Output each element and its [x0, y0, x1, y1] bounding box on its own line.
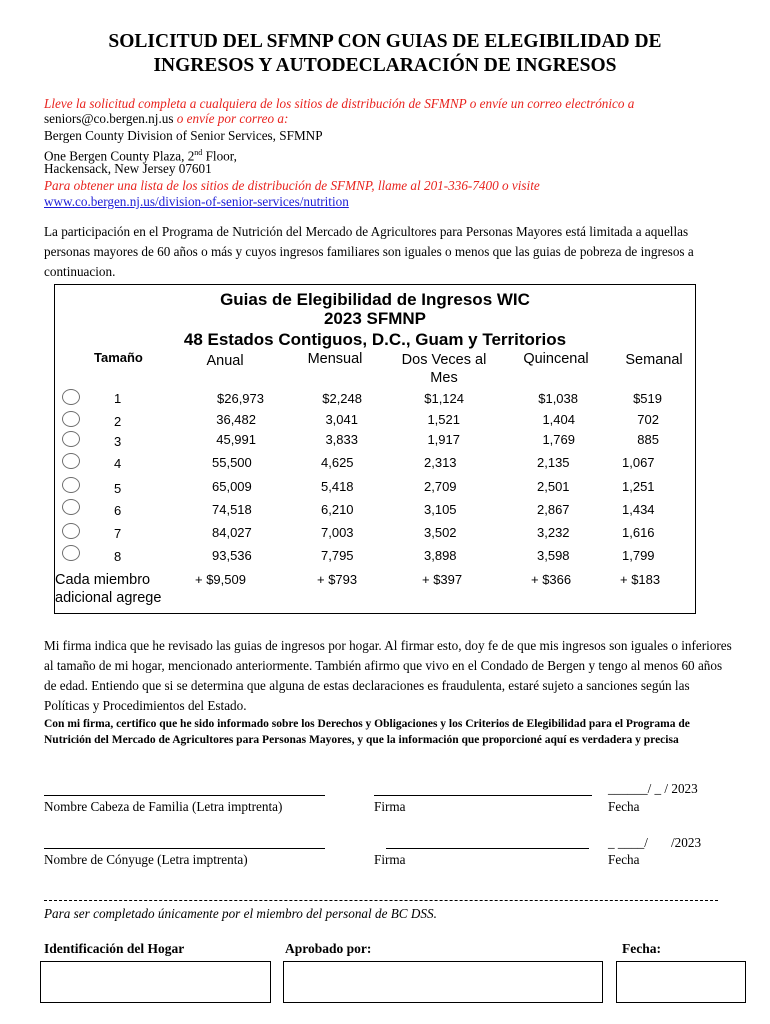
row-5-size: 5 — [114, 481, 122, 496]
row-1-size: 1 — [114, 391, 122, 406]
staff-date-box[interactable] — [616, 961, 746, 1003]
row-7-biweekly: 3,232 — [537, 525, 570, 540]
table-title-2: 2023 SFMNP — [323, 309, 427, 328]
spouse-name-line[interactable] — [44, 848, 325, 849]
row-3-weekly: 885 — [637, 432, 659, 447]
row-7-annual: 84,027 — [212, 525, 252, 540]
row-5-biweekly: 2,501 — [537, 479, 570, 494]
table-title-1: Guias de Elegibilidad de Ingresos WIC — [220, 290, 530, 309]
row-6-biweekly: 2,867 — [537, 502, 570, 517]
org-name: Bergen County Division of Senior Services, SFMNP — [44, 128, 323, 143]
row-8-annual: 93,536 — [212, 548, 252, 563]
header-monthly: Mensual — [307, 351, 363, 367]
row-4-weekly: 1,067 — [622, 455, 655, 470]
row-1-biweekly: $1,038 — [538, 391, 578, 406]
row-5-monthly: 5,418 — [321, 479, 354, 494]
firma-label-1: Firma — [374, 799, 406, 814]
row-3-monthly: 3,833 — [325, 432, 358, 447]
row-8-twice: 3,898 — [424, 548, 457, 563]
row-3-twice: 1,917 — [427, 432, 460, 447]
table-title-3: 48 Estados Contiguos, D.C., Guam y Territorios — [183, 330, 567, 349]
header-twice-line2: Mes — [430, 370, 458, 386]
title-line-1: SOLICITUD DEL SFMNP CON GUIAS DE ELEGIBILIDAD DE — [108, 31, 662, 52]
row-7-twice: 3,502 — [424, 525, 457, 540]
size-2-checkbox[interactable] — [62, 411, 80, 427]
approved-by-label: Aprobado por: — [285, 941, 372, 956]
email-line — [44, 110, 288, 127]
mail-note: o envíe por correo a: — [176, 111, 289, 126]
row-6-monthly: 6,210 — [321, 502, 354, 517]
row-8-size: 8 — [114, 549, 122, 564]
row-7-weekly: 1,616 — [622, 525, 655, 540]
size-7-checkbox[interactable] — [62, 523, 80, 539]
date-field-2[interactable]: _ ____/ /2023 — [608, 835, 702, 850]
row-8-weekly: 1,799 — [622, 548, 655, 563]
row-3-annual: 45,991 — [216, 432, 256, 447]
row-6-annual: 74,518 — [212, 502, 252, 517]
header-biweekly: Quincenal — [523, 351, 589, 367]
header-annual: Anual — [206, 353, 244, 369]
row-3-size: 3 — [114, 434, 122, 449]
address-main: One Bergen County Plaza, 2 — [44, 148, 195, 164]
address-sup: nd — [194, 148, 203, 157]
header-twice-monthly — [389, 351, 499, 387]
address-tail: Floor, — [202, 148, 237, 164]
additional-member-label — [55, 571, 161, 607]
row-5-twice: 2,709 — [424, 479, 457, 494]
submission-instruction: Lleve la solicitud completa a cualquiera de los sitios de distribución de SFMNP o envíe un correo electrónico a — [44, 96, 635, 111]
city-line: Hackensack, New Jersey 07601 — [44, 161, 212, 176]
row-4-monthly: 4,625 — [321, 455, 354, 470]
size-4-checkbox[interactable] — [62, 453, 80, 469]
date-field-1[interactable]: ______/ _ / 2023 — [608, 781, 698, 796]
row-2-biweekly: 1,404 — [542, 412, 575, 427]
size-8-checkbox[interactable] — [62, 545, 80, 561]
email-address[interactable]: seniors@co.bergen.nj.us — [44, 111, 174, 126]
extra-monthly: + $793 — [317, 572, 358, 587]
row-5-annual: 65,009 — [212, 479, 252, 494]
row-1-weekly: $519 — [633, 391, 662, 406]
row-2-twice: 1,521 — [427, 412, 460, 427]
extra-weekly: + $183 — [620, 572, 661, 587]
approved-by-box[interactable] — [283, 961, 603, 1003]
document-title — [40, 30, 730, 78]
row-7-size: 7 — [114, 526, 122, 541]
additional-label-line1: Cada miembro — [55, 572, 151, 588]
sites-list-note: Para obtener una lista de los sitios de distribución de SFMNP, llame al 201-336-7400 o visite — [44, 178, 540, 193]
row-2-size: 2 — [114, 414, 122, 429]
extra-annual: + $9,509 — [195, 572, 246, 587]
row-8-monthly: 7,795 — [321, 548, 354, 563]
row-4-size: 4 — [114, 456, 122, 471]
signature-line-1[interactable] — [374, 795, 592, 796]
row-5-weekly: 1,251 — [622, 479, 655, 494]
row-6-weekly: 1,434 — [622, 502, 655, 517]
household-id-label: Identificación del Hogar — [44, 941, 185, 956]
title-line-2: INGRESOS Y AUTODECLARACIÓN DE INGRESOS — [153, 55, 617, 76]
row-1-monthly: $2,248 — [322, 391, 362, 406]
extra-biweekly: + $366 — [531, 572, 572, 587]
row-6-size: 6 — [114, 503, 122, 518]
size-6-checkbox[interactable] — [62, 499, 80, 515]
row-4-annual: 55,500 — [212, 455, 252, 470]
head-name-label: Nombre Cabeza de Familia (Letra imptrenta) — [44, 799, 283, 814]
spouse-name-label: Nombre de Cónyuge (Letra imptrenta) — [44, 852, 248, 867]
staff-only-note: Para ser completado únicamente por el miembro del personal de BC DSS. — [44, 906, 437, 921]
row-2-annual: 36,482 — [216, 412, 256, 427]
staff-divider — [44, 900, 718, 901]
eligibility-intro: La participación en el Programa de Nutrición del Mercado de Agricultores para Personas Mayores está limitada a aquellas personas mayores de 60 años o más y cuyos ingresos familiares son iguales o menos que las guias de pobreza de ingresos a continuacion. — [44, 224, 694, 279]
header-twice-line1: Dos Veces al — [401, 352, 487, 368]
staff-date-label: Fecha: — [622, 941, 661, 956]
header-size: Tamaño — [94, 350, 143, 365]
certification-statement: Con mi firma, certifico que he sido informado sobre los Derechos y Obligaciones y los Criterios de Elegibilidad para el Programa de Nutrición del Mercado de Agricultores para Personas Mayores, y que la información que proporcioné aquí es verdadera y precisa — [44, 718, 690, 746]
nutrition-link[interactable]: www.co.bergen.nj.us/division-of-senior-services/nutrition — [44, 194, 349, 209]
row-6-twice: 3,105 — [424, 502, 457, 517]
row-8-biweekly: 3,598 — [537, 548, 570, 563]
signature-statement: Mi firma indica que he revisado las guias de ingresos por hogar. Al firmar esto, doy fe de que mis ingresos son iguales o inferiores al tamaño de mi hogar, mencionado anteriormente. También afirmo que vivo en el Condado de Bergen y tengo al menos 60 años de edad. Entiendo que si se determina que alguna de estas declaraciones es fraudulenta, estaré sujeto a sanciones según las Políticas y Procedimientos del Estado. — [44, 638, 732, 713]
row-4-biweekly: 2,135 — [537, 455, 570, 470]
household-id-box[interactable] — [40, 961, 271, 1003]
row-1-twice: $1,124 — [424, 391, 464, 406]
row-1-annual: $26,973 — [217, 391, 264, 406]
firma-label-2: Firma — [374, 852, 406, 867]
head-name-line[interactable] — [44, 795, 325, 796]
row-2-weekly: 702 — [637, 412, 659, 427]
signature-line-2[interactable] — [386, 848, 589, 849]
fecha-label-1: Fecha — [608, 799, 640, 814]
size-5-checkbox[interactable] — [62, 477, 80, 493]
row-2-monthly: 3,041 — [325, 412, 358, 427]
header-weekly: Semanal — [625, 352, 683, 368]
fecha-label-2: Fecha — [608, 852, 640, 867]
row-7-monthly: 7,003 — [321, 525, 354, 540]
size-3-checkbox[interactable] — [62, 431, 80, 447]
extra-twice: + $397 — [422, 572, 463, 587]
row-4-twice: 2,313 — [424, 455, 457, 470]
additional-label-line2: adicional agrege — [55, 590, 162, 606]
size-1-checkbox[interactable] — [62, 389, 80, 405]
row-3-biweekly: 1,769 — [542, 432, 575, 447]
